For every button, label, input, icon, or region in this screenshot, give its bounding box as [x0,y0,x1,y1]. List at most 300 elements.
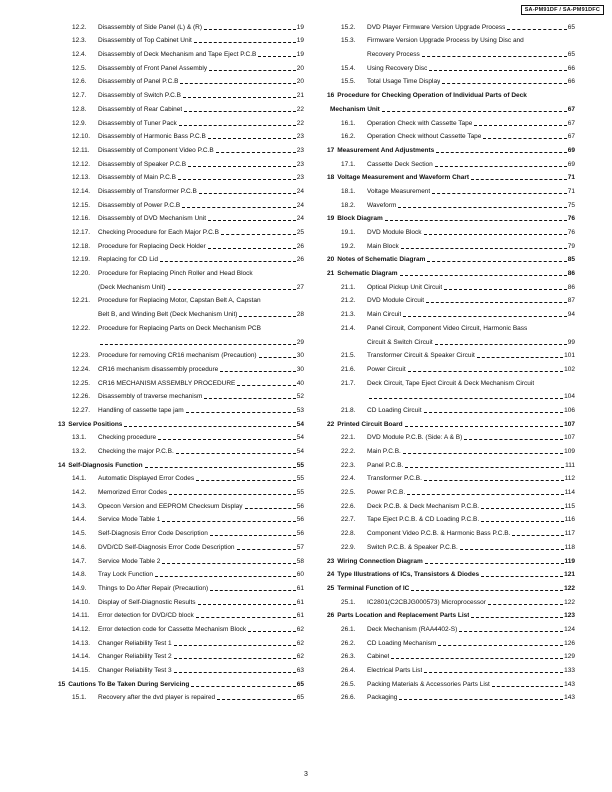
toc-entry-title: Power P.C.B. [367,489,406,497]
toc-entry[interactable] [327,511,575,525]
toc-entry-number: 12.12. [72,160,91,168]
toc-entry[interactable] [58,100,304,114]
toc-entry[interactable] [327,196,575,210]
toc-leader-line [198,604,296,605]
toc-entry[interactable] [327,401,575,415]
toc-entry-page: 23 [296,146,304,154]
toc-entry[interactable] [58,264,304,278]
toc-leader-line [208,138,296,139]
toc-leader-line [424,412,564,413]
toc-entry-title: CR16 mechanism disassembly procedure [98,365,219,373]
toc-entry[interactable] [58,18,304,32]
toc-entry-title: CD Loading Circuit [367,406,422,414]
toc-leader-line [481,576,563,577]
toc-leader-line [221,234,296,235]
toc-entry[interactable] [58,483,304,497]
toc-leader-line [158,439,296,440]
toc-leader-line [162,563,295,564]
toc-entry-page: 26 [296,242,304,250]
toc-entry-title: Disassembly of Side Panel (L) & (R) [98,23,203,31]
toc-entry-number: 12.3. [72,37,87,45]
toc-entry-title: Voltage Measurement and Waveform Chart [337,174,470,182]
toc-entry-number: 19.2. [341,242,356,250]
toc-entry[interactable] [327,305,575,319]
toc-entry[interactable] [58,675,304,689]
toc-entry-number: 14.8. [72,571,87,579]
toc-entry[interactable] [58,648,304,662]
toc-leader-line [258,56,295,57]
toc-entry-title: DVD Module Block [367,229,422,236]
toc-entry[interactable] [327,483,575,497]
toc-entry-page: 30 [296,365,304,373]
toc-entry[interactable] [327,251,575,265]
toc-entry[interactable] [58,292,304,306]
toc-entry[interactable] [58,511,304,525]
toc-entry-page: 116 [564,516,575,524]
toc-leader-line [124,426,295,427]
toc-entry-page: 62 [296,625,304,633]
toc-entry-number: 21.4. [341,324,356,332]
toc-entry-title: Power Circuit [367,365,406,373]
toc-entry[interactable] [327,100,575,114]
toc-entry-page: 56 [296,502,304,510]
toc-entry-page: 86 [567,270,575,278]
toc-leader-line [183,97,296,98]
toc-entry-number: 25.1. [341,598,356,606]
toc-leader-line [210,590,296,591]
toc-entry[interactable] [58,620,304,634]
toc-entry-page: 58 [296,557,304,565]
toc-entry[interactable] [58,456,304,470]
toc-entry-page: 23 [296,174,304,182]
toc-entry-title: Tape Eject P.C.B. & CD Loading P.C.B. [367,516,480,524]
toc-entry-number: 15.3. [341,37,356,45]
toc-entry-number: 22.4. [341,475,356,483]
toc-entry[interactable] [327,59,575,73]
toc-entry-number: 13.2. [72,448,87,455]
toc-entry-title: IC2801(C2CBJG000573) Microprocessor [367,598,486,606]
toc-entry[interactable] [327,114,575,128]
toc-entry-page: 67 [567,105,575,113]
toc-entry[interactable] [327,182,575,196]
toc-leader-line [160,261,296,262]
toc-leader-line [426,302,567,303]
toc-entry-number: 12.13. [72,174,91,182]
toc-leader-line [391,658,563,659]
toc-entry-page: 57 [296,543,304,551]
toc-entry-title: Belt B, and Winding Belt (Deck Mechanism Unit) [98,311,238,319]
toc-entry[interactable] [327,429,575,443]
toc-entry-number: 12.9. [72,119,87,127]
toc-leader-line [442,83,566,84]
toc-entry-number: 18.1. [341,187,356,195]
toc-entry-title: Error detection for DVD/CD block [98,612,194,620]
toc-entry[interactable] [58,114,304,128]
toc-entry-title: Measurement And Adjustments [337,146,435,154]
toc-entry[interactable] [327,607,575,621]
toc-leader-line [488,604,563,605]
toc-entry-page: 23 [296,133,304,141]
toc-leader-line [191,686,295,687]
toc-entry[interactable] [327,128,575,142]
toc-entry-number: 12.17. [72,229,91,236]
toc-entry[interactable] [327,32,575,46]
toc-entry-number: 24 [327,571,335,579]
toc-entry-number: 14.11. [72,612,90,620]
toc-entry-title: DVD/CD Self-Diagnosis Error Code Description [98,543,235,551]
toc-entry-title: Checking the major P.C.B. [98,448,174,455]
toc-entry-title: DVD Module P.C.B. (Side: A & B) [367,434,463,442]
toc-leader-line [399,699,563,700]
toc-entry-page: 133 [564,667,575,674]
toc-entry-title: Switch P.C.B. & Speaker P.C.B. [367,543,458,551]
toc-entry-number: 12.8. [72,105,87,113]
toc-entry-title: Electrical Parts List [367,667,423,674]
toc-leader-line [512,535,563,536]
toc-entry-number: 12.20. [72,270,91,278]
toc-entry-title: Disassembly of Rear Cabinet [98,105,183,113]
toc-entry-title: Disassembly of Component Video P.C.B [98,146,214,154]
toc-entry[interactable] [327,675,575,689]
toc-entry[interactable] [327,223,575,237]
toc-entry-title: Checking Procedure for Each Major P.C.B [98,229,219,236]
toc-entry-page: 20 [296,64,304,72]
toc-entry-page: 126 [564,639,575,647]
toc-leader-line [196,480,296,481]
toc-entry[interactable] [327,470,575,484]
toc-entry-page: 71 [567,174,575,182]
toc-entry-title: Printed Circuit Board [337,420,403,428]
toc-entry-title: Voltage Measurement [367,187,431,195]
toc-entry[interactable] [327,620,575,634]
toc-entry-page: 69 [567,146,575,154]
toc-entry-title: Disassembly of Power P.C.B [98,201,181,209]
toc-entry-page: 122 [564,584,575,592]
toc-entry-page: 63 [296,667,304,674]
toc-entry-page: 143 [564,680,575,688]
toc-leader-line [424,672,563,673]
toc-entry-title: Disassembly of traverse mechanism [98,393,203,401]
toc-entry[interactable] [58,429,304,443]
toc-entry-page: 61 [296,584,304,592]
toc-entry-page: 23 [296,160,304,168]
toc-entry-title: Disassembly of Main P.C.B [98,174,176,182]
toc-entry-page: 119 [564,557,575,565]
toc-entry[interactable] [58,333,304,347]
toc-entry[interactable] [327,155,575,169]
toc-entry[interactable] [58,689,304,703]
toc-entry[interactable] [58,401,304,415]
toc-entry[interactable] [58,470,304,484]
toc-entry-page: 101 [564,352,575,360]
toc-entry[interactable] [58,251,304,265]
toc-entry-title: Cassette Deck Section [367,160,433,168]
toc-entry[interactable] [58,128,304,142]
toc-entry[interactable] [58,73,304,87]
toc-leader-line [435,166,567,167]
toc-entry-page: 143 [564,694,575,702]
toc-entry-number: 12.7. [72,92,87,100]
toc-entry-number: 12.22. [72,324,91,332]
toc-entry[interactable] [327,210,575,224]
toc-entry-title: Disassembly of Top Cabinet Unit [98,37,192,45]
toc-entry[interactable] [58,305,304,319]
toc-entry-page: 21 [296,92,304,100]
toc-entry-number: 12.26. [72,393,91,401]
toc-entry[interactable] [327,524,575,538]
toc-entry-title: Disassembly of Panel P.C.B [98,78,179,86]
toc-entry[interactable] [58,415,304,429]
toc-entry-number: 12.5. [72,64,87,72]
toc-entry[interactable] [327,579,575,593]
toc-entry[interactable] [58,196,304,210]
toc-entry-page: 124 [564,625,575,633]
toc-entry[interactable] [327,648,575,662]
toc-entry-title: Disassembly of Transformer P.C.B [98,187,197,195]
toc-entry[interactable] [58,442,304,456]
toc-entry[interactable] [58,388,304,402]
toc-entry-page: 61 [296,598,304,606]
toc-entry-number: 21.2. [341,297,356,305]
toc-leader-line [184,111,296,112]
toc-entry-number: 26.6. [341,694,356,702]
toc-leader-line [237,385,295,386]
toc-entry-page: 67 [567,133,575,141]
toc-entry[interactable] [327,415,575,429]
toc-entry[interactable] [327,661,575,675]
toc-leader-line [248,631,296,632]
toc-entry-page: 54 [296,434,304,442]
toc-entry-title: Transformer Circuit & Speaker Circuit [367,352,475,360]
toc-leader-line [436,152,566,153]
toc-leader-line [382,111,567,112]
toc-entry-number: 12.2. [72,23,87,31]
toc-entry-number: 22.7. [341,516,356,524]
toc-leader-line [398,207,566,208]
toc-entry[interactable] [327,593,575,607]
toc-entry-title: DVD Module Circuit [367,297,425,305]
toc-entry[interactable] [58,607,304,621]
toc-entry-title: CR16 MECHANISM ASSEMBLY PROCEDURE [98,379,236,387]
toc-entry[interactable] [327,141,575,155]
toc-entry-page: 107 [564,434,575,442]
toc-leader-line [237,549,296,550]
toc-entry[interactable] [58,579,304,593]
toc-entry[interactable] [58,223,304,237]
toc-leader-line [210,535,296,536]
toc-entry-page: 76 [567,229,575,236]
toc-entry-number: 22.2. [341,448,356,455]
toc-entry[interactable] [58,552,304,566]
toc-entry-number: 18.2. [341,201,356,209]
toc-entry[interactable] [327,45,575,59]
toc-entry-title: Opecon Version and EEPROM Checksum Display [98,502,243,510]
toc-entry[interactable] [327,538,575,552]
toc-entry[interactable] [327,552,575,566]
toc-entry[interactable] [327,169,575,183]
toc-entry-number: 12.18. [72,242,91,250]
toc-leader-line [259,357,296,358]
toc-entry[interactable] [58,155,304,169]
toc-leader-line [174,672,296,673]
toc-leader-line [155,576,296,577]
toc-leader-line [481,508,564,509]
toc-leader-line [471,617,563,618]
toc-entry-page: 24 [296,187,304,195]
toc-entry-page: 20 [296,78,304,86]
toc-entry-title: Self-Diagnosis Error Code Description [98,530,208,538]
toc-entry-title: Type Illustrations of ICs, Transistors & Diodes [337,571,480,579]
toc-entry[interactable] [58,210,304,224]
toc-entry-page: 24 [296,215,304,223]
toc-entry[interactable] [327,237,575,251]
toc-entry[interactable] [327,689,575,703]
toc-entry-number: 13.1. [72,434,87,442]
toc-leader-line [405,467,564,468]
toc-entry-title: Deck P.C.B. & Deck Mechanism P.C.B. [367,502,480,510]
toc-entry-number: 16 [327,92,335,100]
toc-entry-number: 19 [327,215,335,223]
toc-entry[interactable] [58,347,304,361]
toc-entry[interactable] [58,524,304,538]
toc-entry[interactable] [58,319,304,333]
toc-entry-number: 15.1. [72,694,87,702]
toc-leader-line [403,453,563,454]
toc-entry[interactable] [327,319,575,333]
toc-entry-page: 24 [296,201,304,209]
toc-entry-number: 12.19. [72,256,91,264]
toc-entry[interactable] [58,374,304,388]
toc-entry[interactable] [58,32,304,46]
toc-entry-title: Procedure for removing CR16 mechanism (Precaution) [98,352,257,360]
toc-entry[interactable] [58,45,304,59]
toc-entry[interactable] [327,388,575,402]
toc-entry[interactable] [327,292,575,306]
toc-entry[interactable] [58,360,304,374]
toc-entry-title: Recovery Process [367,51,420,59]
toc-entry[interactable] [58,538,304,552]
toc-leader-line [403,316,566,317]
toc-entry[interactable] [58,661,304,675]
toc-entry-number: 22.3. [341,461,356,469]
toc-entry[interactable] [327,86,575,100]
toc-entry-page: 65 [296,680,304,688]
toc-entry-page: 94 [567,311,575,319]
toc-leader-line [204,398,295,399]
toc-leader-line [405,426,564,427]
toc-leader-line [216,152,296,153]
toc-leader-line [427,261,566,262]
toc-entry-number: 21 [327,270,335,278]
toc-entry[interactable] [58,566,304,580]
toc-entry-page: 112 [564,475,575,483]
toc-entry-title: Automatic Displayed Error Codes [98,475,195,483]
toc-entry-number: 12.6. [72,78,87,86]
toc-leader-line [507,29,566,30]
toc-entry[interactable] [58,59,304,73]
toc-entry-page: 65 [567,23,575,31]
toc-entry-title: Changer Reliability Test 3 [98,667,172,674]
toc-entry-number: 14.3. [72,502,87,510]
toc-entry-title: Replacing for CD Lid [98,256,158,264]
toc-entry-page: 122 [564,598,575,606]
toc-leader-line [209,70,296,71]
toc-entry[interactable] [58,169,304,183]
toc-entry[interactable] [58,634,304,648]
toc-entry-number: 12.11. [72,146,90,154]
toc-entry-title: Memorized Error Codes [98,489,167,497]
toc-entry-number: 13 [58,420,66,428]
toc-leader-line [145,467,296,468]
toc-entry[interactable] [327,73,575,87]
toc-entry[interactable] [327,634,575,648]
toc-entry-number: 22.1. [341,434,356,442]
toc-entry[interactable] [58,182,304,196]
toc-entry-page: 106 [564,406,575,414]
toc-entry[interactable] [327,278,575,292]
toc-entry[interactable] [58,278,304,292]
toc-leader-line [401,248,567,249]
toc-entry-number: 14.15. [72,667,91,674]
toc-entry[interactable] [58,141,304,155]
toc-entry[interactable] [58,593,304,607]
toc-entry[interactable] [327,456,575,470]
toc-leader-line [180,83,295,84]
toc-entry-number: 14.2. [72,489,87,497]
toc-entry-title: Packaging [367,694,398,702]
toc-entry-page: 55 [296,489,304,497]
toc-entry[interactable] [327,360,575,374]
toc-entry[interactable] [58,86,304,100]
toc-entry-number: 12.21. [72,297,91,305]
toc-leader-line [432,193,567,194]
toc-leader-line [188,166,296,167]
toc-entry-number: 22.8. [341,530,356,538]
toc-leader-line [424,234,567,235]
toc-entry-number: 21.7. [341,379,356,387]
toc-entry[interactable] [327,497,575,511]
toc-entry-title: Service Mode Table 1 [98,516,161,524]
toc-entry-page: 107 [564,420,575,428]
toc-entry-page: 61 [296,612,304,620]
toc-entry-number: 22 [327,420,335,428]
toc-entry[interactable] [327,264,575,278]
toc-entry-title: Procedure for Replacing Pinch Roller and Head Block [98,270,253,278]
toc-leader-line [444,289,567,290]
toc-entry[interactable] [327,18,575,32]
toc-entry[interactable] [327,374,575,388]
toc-entry-number: 16.1. [341,119,356,127]
toc-entry[interactable] [327,442,575,456]
toc-entry-page: 76 [567,215,575,223]
toc-entry-title: Recovery after the dvd player is repaired [98,694,216,702]
toc-entry-page: 66 [567,64,575,72]
toc-leader-line [168,289,296,290]
toc-leader-line [208,220,296,221]
toc-entry-page: 22 [296,105,304,113]
toc-entry-page: 19 [296,51,304,59]
toc-leader-line [174,645,296,646]
toc-entry[interactable] [327,347,575,361]
toc-entry[interactable] [327,566,575,580]
toc-entry[interactable] [58,497,304,511]
toc-leader-line [464,439,563,440]
toc-leader-line [424,480,564,481]
toc-entry-title: Disassembly of Deck Mechanism and Tape Eject P.C.B [98,51,257,59]
toc-entry-title: Schematic Diagram [337,270,398,278]
toc-entry[interactable] [327,333,575,347]
toc-entry[interactable] [58,237,304,251]
